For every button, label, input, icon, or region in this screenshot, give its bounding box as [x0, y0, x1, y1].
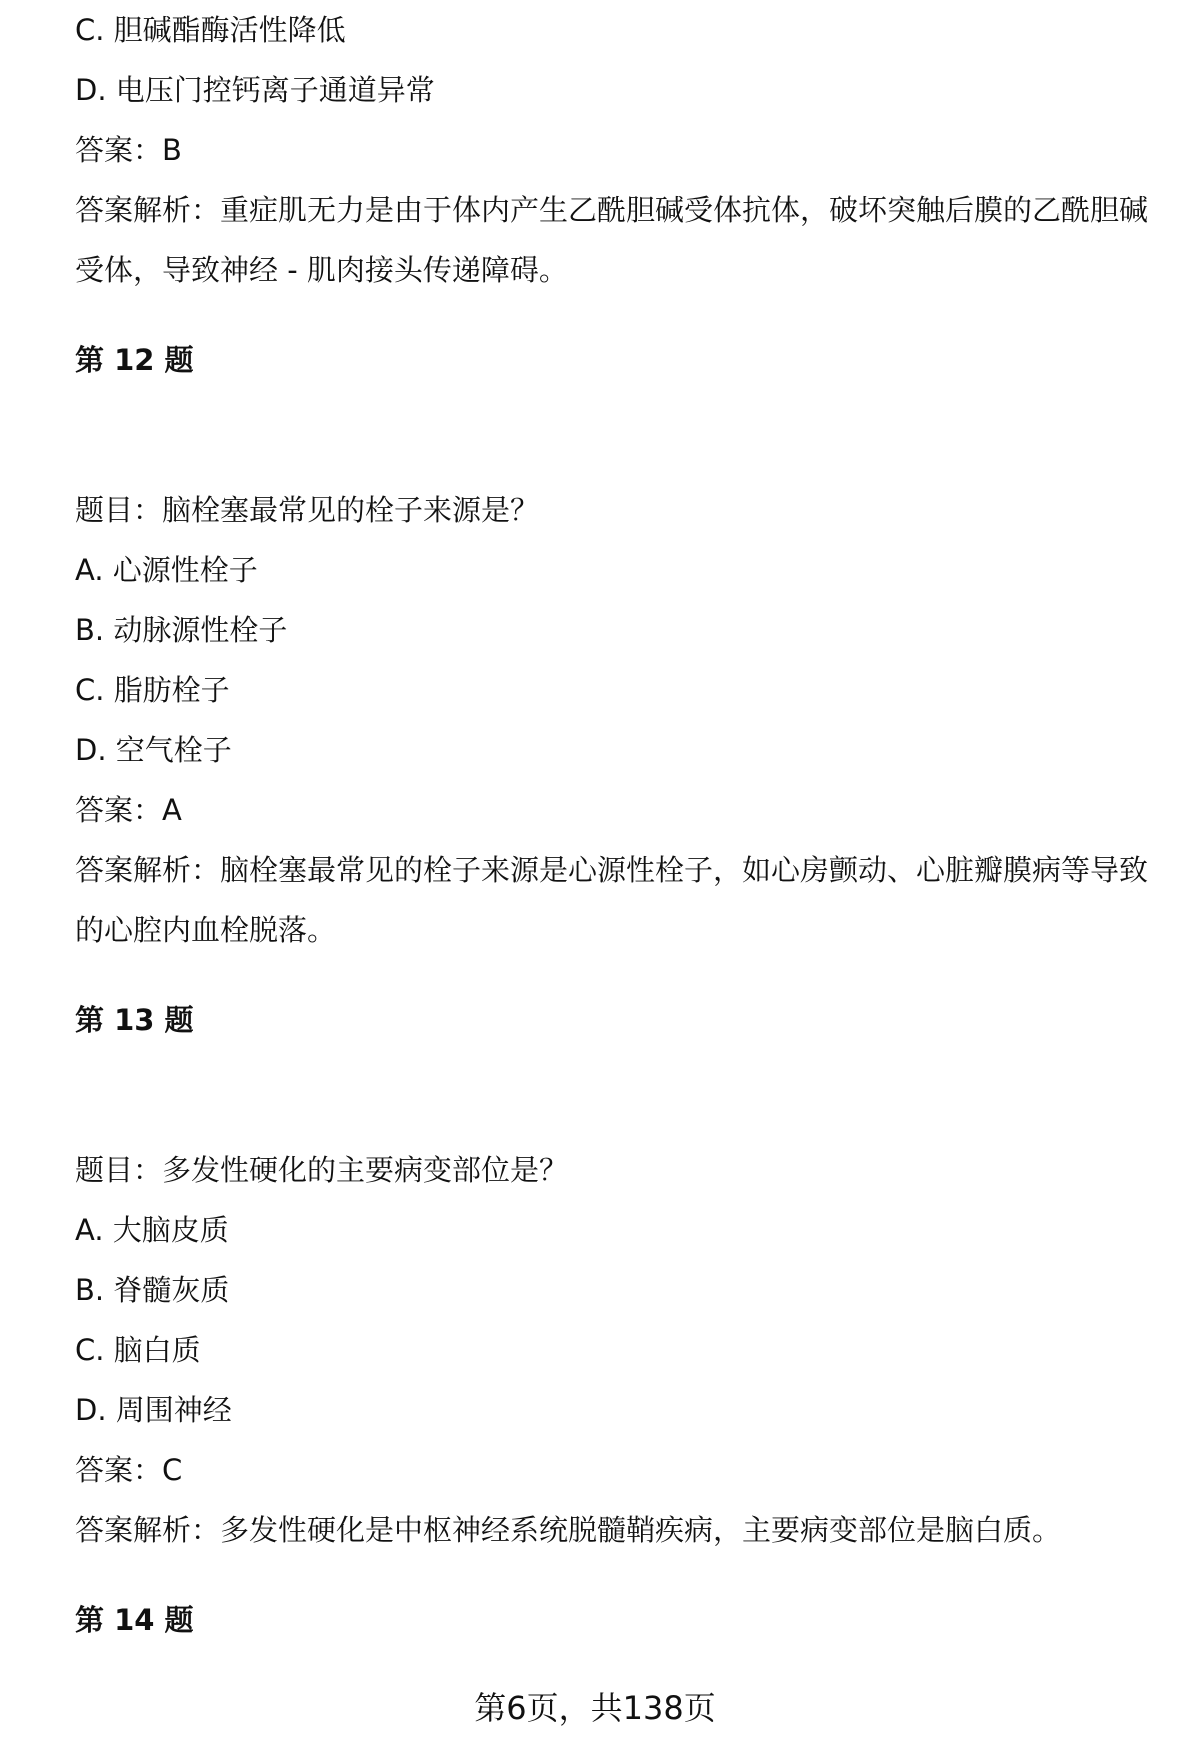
question-stem: 题目：脑栓塞最常见的栓子来源是？: [75, 493, 540, 527]
question-heading: 第 12 题: [75, 343, 194, 377]
answer-explanation: 答案解析：多发性硬化是中枢神经系统脱髓鞘疾病，主要病变部位是脑白质。: [75, 1513, 1062, 1547]
option-b: B. 动脉源性栓子: [75, 613, 288, 647]
option-b: B. 脊髓灰质: [75, 1273, 230, 1307]
question-stem: 题目：多发性硬化的主要病变部位是？: [75, 1153, 569, 1187]
question-heading: 第 14 题: [75, 1603, 194, 1637]
answer: 答案：B: [75, 133, 182, 167]
option-d: D. 电压门控钙离子通道异常: [75, 73, 435, 107]
option-d: D. 空气栓子: [75, 733, 232, 767]
answer: 答案：C: [75, 1453, 183, 1487]
option-c: C. 脂肪栓子: [75, 673, 230, 707]
page-number-footer: 第6页，共138页: [474, 1689, 716, 1727]
option-a: A. 心源性栓子: [75, 553, 258, 587]
option-c: C. 脑白质: [75, 1333, 201, 1367]
option-c: C. 胆碱酯酶活性降低: [75, 13, 346, 47]
option-d: D. 周围神经: [75, 1393, 232, 1427]
document-page: [75, 0, 1165, 1650]
option-a: A. 大脑皮质: [75, 1213, 229, 1247]
question-heading: 第 13 题: [75, 1003, 194, 1037]
answer-explanation: 答案解析：脑栓塞最常见的栓子来源是心源性栓子，如心房颤动、心脏瓣膜病等导致的心腔内血栓脱落。: [75, 853, 1149, 947]
answer: 答案：A: [75, 793, 182, 827]
answer-explanation: 答案解析：重症肌无力是由于体内产生乙酰胆碱受体抗体，破坏突触后膜的乙酰胆碱受体，导致神经 - 肌肉接头传递障碍。: [75, 193, 1149, 287]
